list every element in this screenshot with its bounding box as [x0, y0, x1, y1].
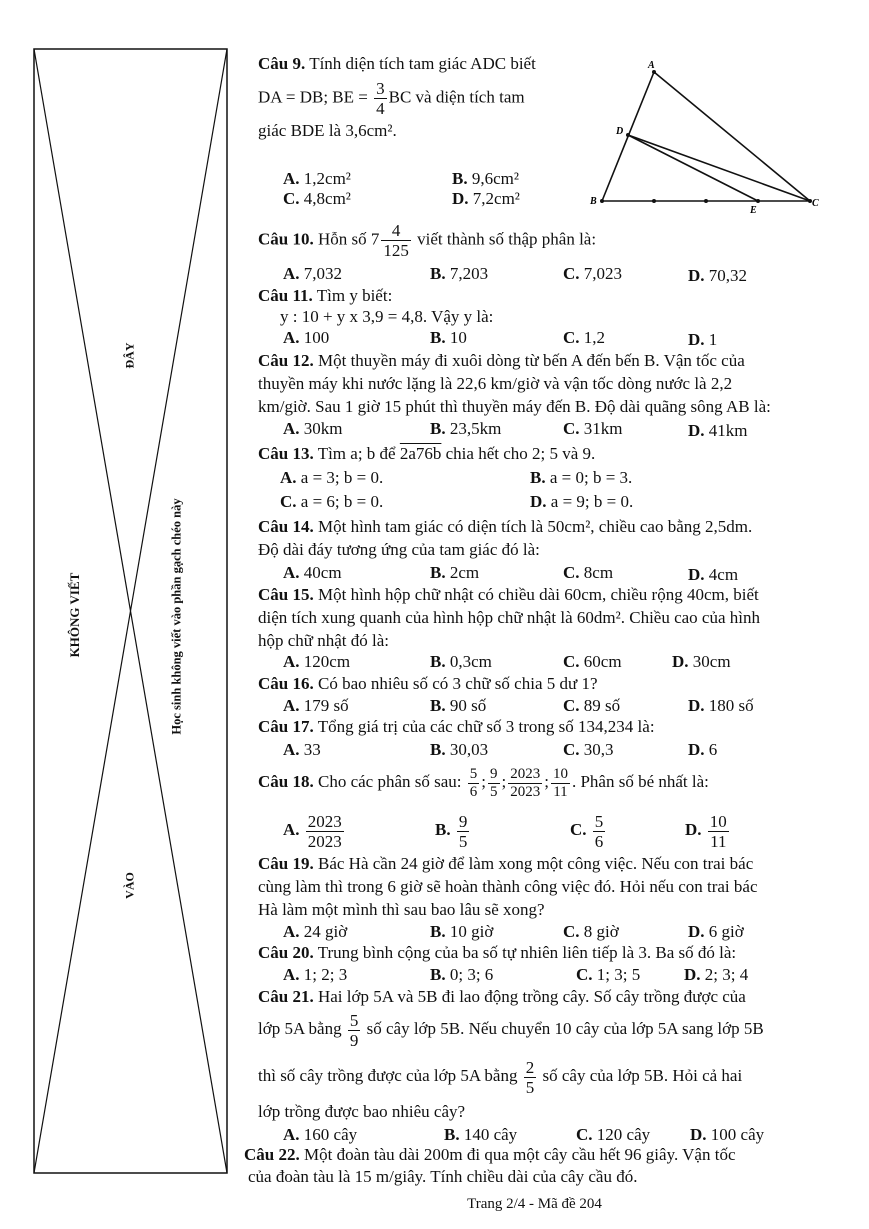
option-d[interactable]: D. 1: [688, 330, 718, 349]
option-c[interactable]: C. 89 số: [563, 696, 621, 715]
question-number: Câu 21.: [258, 987, 314, 1006]
vertex-c-label: C: [812, 198, 819, 209]
question-12-line2: thuyền máy khi nước lặng là 22,6 km/giờ và vận tốc dòng nước là 2,2: [258, 374, 733, 393]
option-a[interactable]: A. 33: [283, 740, 321, 759]
vertex-e-label: E: [750, 205, 757, 216]
question-12-line3: km/giờ. Sau 1 giờ 15 phút thì thuyền máy đến B. Độ dài quãng sông AB là:: [258, 397, 771, 416]
question-number: Câu 12.: [258, 351, 314, 370]
question-16: Câu 16. Có bao nhiêu số có 3 chữ số chia 5 dư 1?: [258, 674, 598, 693]
page-footer: Trang 2/4 - Mã đề 204: [467, 1196, 602, 1212]
option-a[interactable]: A. 1; 2; 3: [283, 965, 348, 984]
option-a[interactable]: A. 24 giờ: [283, 922, 348, 941]
question-number: Câu 22.: [244, 1145, 300, 1164]
option-d[interactable]: D. $\frac{10}{11}$: [685, 811, 727, 851]
option-c[interactable]: C. $\frac{5}{6}$: [570, 811, 604, 851]
question-21-line3: thì số cây trồng được của lớp 5A bằng $\frac{2}{5}$ số cây của lớp 5B. Hỏi cả hai: [258, 1057, 743, 1097]
option-d[interactable]: D. 41km: [688, 421, 748, 440]
option-c[interactable]: C. 31km: [563, 419, 623, 438]
question-12: Câu 12. Một thuyền máy đi xuôi dòng từ bến A đến bến B. Vận tốc của: [258, 351, 745, 370]
margin-label-bottom: VÀO: [122, 872, 137, 899]
option-c[interactable]: C. 30,3: [563, 740, 614, 759]
question-19-line2: cùng làm thì trong 6 giờ sẽ hoàn thành công việc đó. Hỏi nếu con trai bác: [258, 877, 758, 896]
question-number: Câu 13.: [258, 444, 314, 463]
vertex-a-label: A: [648, 60, 655, 71]
question-13: Câu 13. Tìm a; b để 2a76b chia hết cho 2; 5 và 9.: [258, 444, 596, 463]
option-c[interactable]: C. 8 giờ: [563, 922, 619, 941]
option-a[interactable]: A. 30km: [283, 419, 343, 438]
option-b[interactable]: B. 10 giờ: [430, 922, 494, 941]
option-a[interactable]: A. 40cm: [283, 563, 342, 582]
option-d[interactable]: D. 30cm: [672, 652, 731, 671]
question-number: Câu 11.: [258, 286, 313, 305]
option-b[interactable]: B. 2cm: [430, 563, 480, 582]
option-c[interactable]: C. 8cm: [563, 563, 614, 582]
vertex-b-label: B: [590, 196, 597, 207]
option-a[interactable]: A. $\frac{2023}{2023}$: [283, 811, 342, 851]
question-21-line4: lớp trồng được bao nhiêu cây?: [258, 1102, 466, 1121]
option-a[interactable]: A. 1,2cm²: [283, 169, 351, 188]
question-15: Câu 15. Một hình hộp chữ nhật có chiều dài 60cm, chiều rộng 40cm, biết: [258, 585, 759, 604]
option-c[interactable]: C. 1; 3; 5: [576, 965, 641, 984]
question-18: Câu 18. Cho các phân số sau: $\frac{5}{6}$ ; $\frac{9}{5}$ ; $\frac{2023}{2023}$ ; $\frac{10}{11}$ . Phân số bé nhất là:: [258, 765, 709, 800]
question-20: Câu 20. Trung bình cộng của ba số tự nhiên liên tiếp là 3. Ba số đó là:: [258, 943, 737, 962]
option-a[interactable]: A. 100: [283, 328, 330, 347]
option-a[interactable]: A. 179 số: [283, 696, 349, 715]
margin-label-right: Học sinh không viết vào phần gạch chéo này: [169, 498, 184, 735]
margin-label-top: ĐÂY: [122, 342, 137, 369]
option-c[interactable]: C. 4,8cm²: [283, 189, 351, 208]
question-14: Câu 14. Một hình tam giác có diện tích là 50cm², chiều cao bằng 2,5dm.: [258, 517, 753, 536]
option-d[interactable]: D. 180 số: [688, 696, 754, 715]
option-d[interactable]: D. 2; 3; 4: [684, 965, 749, 984]
question-21-line2: lớp 5A bằng $\frac{5}{9}$ số cây lớp 5B. Nếu chuyển 10 cây của lớp 5A sang lớp 5B: [258, 1010, 764, 1050]
question-number: Câu 16.: [258, 674, 314, 693]
option-c[interactable]: C. 1,2: [563, 328, 606, 347]
option-b[interactable]: B. 30,03: [430, 740, 489, 759]
question-15-line3: hộp chữ nhật đó là:: [258, 631, 390, 650]
option-c[interactable]: C. 7,023: [563, 264, 623, 283]
question-17: Câu 17. Tổng giá trị của các chữ số 3 trong số 134,234 là:: [258, 717, 655, 736]
option-b[interactable]: B. 0; 3; 6: [430, 965, 494, 984]
option-a[interactable]: A. 160 cây: [283, 1125, 358, 1144]
option-d[interactable]: D. 6 giờ: [688, 922, 744, 941]
question-22-line2: của đoàn tàu là 15 m/giây. Tính chiều dài của cây cầu đó.: [248, 1167, 638, 1186]
vertex-d-label: D: [616, 126, 624, 137]
question-14-line2: Độ dài đáy tương ứng của tam giác đó là:: [258, 540, 540, 559]
option-c[interactable]: C. 120 cây: [576, 1125, 651, 1144]
question-number: Câu 19.: [258, 854, 314, 873]
option-b[interactable]: B. 9,6cm²: [452, 169, 519, 188]
question-9: Câu 9. Tính diện tích tam giác ADC biết: [258, 54, 536, 73]
option-d[interactable]: D. 6: [688, 740, 718, 759]
option-b[interactable]: B. 140 cây: [444, 1125, 518, 1144]
option-a[interactable]: A. 120cm: [283, 652, 351, 671]
question-15-line2: diện tích xung quanh của hình hộp chữ nhật là 60dm². Chiều cao của hình: [258, 608, 760, 627]
option-d[interactable]: D. 100 cây: [690, 1125, 765, 1144]
question-19: Câu 19. Bác Hà cần 24 giờ để làm xong một công việc. Nếu con trai bác: [258, 854, 754, 873]
no-write-margin: [33, 48, 228, 1174]
option-b[interactable]: B. 90 số: [430, 696, 487, 715]
option-b[interactable]: B. 10: [430, 328, 467, 347]
option-d[interactable]: D. a = 9; b = 0.: [530, 492, 634, 511]
option-b[interactable]: B. 7,203: [430, 264, 489, 283]
question-number: Câu 17.: [258, 717, 314, 736]
question-9-line3: giác BDE là 3,6cm².: [258, 121, 397, 140]
option-a[interactable]: A. a = 3; b = 0.: [280, 468, 384, 487]
question-number: Câu 9.: [258, 54, 306, 73]
question-number: Câu 18.: [258, 772, 314, 791]
option-b[interactable]: B. 0,3cm: [430, 652, 492, 671]
option-d[interactable]: D. 7,2cm²: [452, 189, 520, 208]
option-c[interactable]: C. a = 6; b = 0.: [280, 492, 384, 511]
question-11-equation: y : 10 + y x 3,9 = 4,8. Vậy y là:: [280, 307, 494, 326]
margin-label-left: KHÔNG VIẾT: [67, 572, 82, 658]
option-c[interactable]: C. 60cm: [563, 652, 622, 671]
question-19-line3: Hà làm một mình thì sau bao lâu sẽ xong?: [258, 900, 545, 919]
option-d[interactable]: D. 4cm: [688, 565, 739, 584]
question-number: Câu 15.: [258, 585, 314, 604]
option-b[interactable]: B. 23,5km: [430, 419, 502, 438]
triangle-figure: [582, 58, 822, 218]
question-9-line2: DA = DB; BE = $\frac{3}{4}$ BC và diện tích tam: [258, 79, 525, 118]
question-number: Câu 10.: [258, 229, 314, 249]
crossed-box: [33, 48, 228, 1174]
option-d[interactable]: D. 70,32: [688, 266, 748, 285]
question-number: Câu 14.: [258, 517, 314, 536]
question-21: Câu 21. Hai lớp 5A và 5B đi lao động trồng cây. Số cây trồng được của: [258, 987, 746, 1006]
question-11: Câu 11. Tìm y biết:: [258, 286, 393, 305]
option-b[interactable]: B. $\frac{9}{5}$: [435, 811, 468, 851]
option-b[interactable]: B. a = 0; b = 3.: [530, 468, 633, 487]
question-number: Câu 20.: [258, 943, 314, 962]
option-a[interactable]: A. 7,032: [283, 264, 343, 283]
question-10: Câu 10. Hỗn số 7 $\frac{4}{125}$ viết thành số thập phân là:: [258, 221, 597, 260]
question-22: Câu 22. Một đoàn tàu dài 200m đi qua một cây cầu hết 96 giây. Vận tốc: [244, 1145, 736, 1164]
